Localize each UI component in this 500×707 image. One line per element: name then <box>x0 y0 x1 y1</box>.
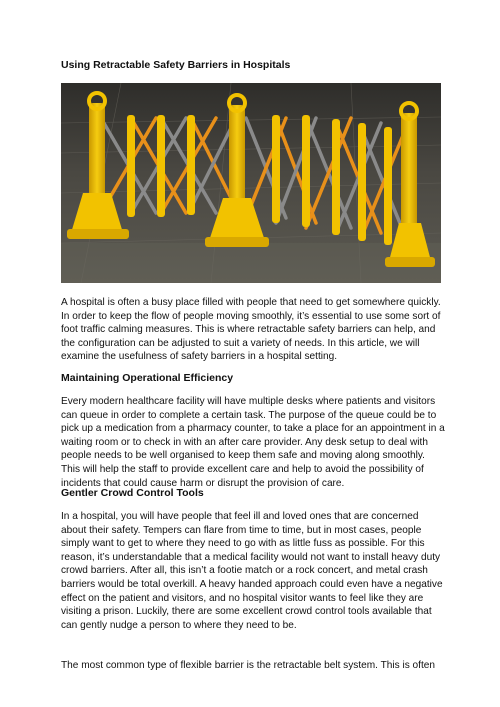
section-paragraph: Every modern healthcare facility will have multiple desks where patients and visitors can queue in order to complete a certain task. The purpose of the queue could be to pick up a medication from a pharmacy counter, to take a place for an appointment in a waiting room or to check in with an after care provider. Any desk setup to deal with people needs to be well organised to keep them safe and moving along smoothly. This will help the staff to provide excellent care and help to avoid the possibility of incidents that could cause harm or disrupt the provision of care. <box>61 396 445 489</box>
document-title: Using Retractable Safety Barriers in Hospitals <box>61 59 291 71</box>
barrier-photo <box>61 83 441 283</box>
section-heading: Gentler Crowd Control Tools <box>61 487 204 499</box>
section-heading: Maintaining Operational Efficiency <box>61 372 234 384</box>
closing-paragraph: The most common type of flexible barrier is the retractable belt system. This is often <box>61 660 435 671</box>
section-paragraph: In a hospital, you will have people that feel ill and loved ones that are concerned about their safety. Tempers can flare from time to time, but in most cases, people simply want to get to where they need to go with as little fuss as possible. For this reason, it’s understandable that a medical facility would not want to install heavy duty crowd barriers. After all, this isn’t a footie match or a rock concert, and metal crash barriers would be total overkill. A heavy handed approach could even have a negative effect on the patient and visitors, and no hospital visitor wants to feel like they are visiting a prison. Luckily, there are some excellent crowd control tools available that can gently nudge a person to where they need to be. <box>61 511 443 631</box>
intro-paragraph: A hospital is often a busy place filled with people that need to get somewhere quickly. In order to keep the flow of people moving smoothly, it’s essential to use some sort of foot traffic calming measures. This is where retractable safety barriers can help, and the configuration can be adjusted to suit a variety of needs. In this article, we will examine the usefulness of safety barriers in a hospital setting. <box>61 297 441 363</box>
